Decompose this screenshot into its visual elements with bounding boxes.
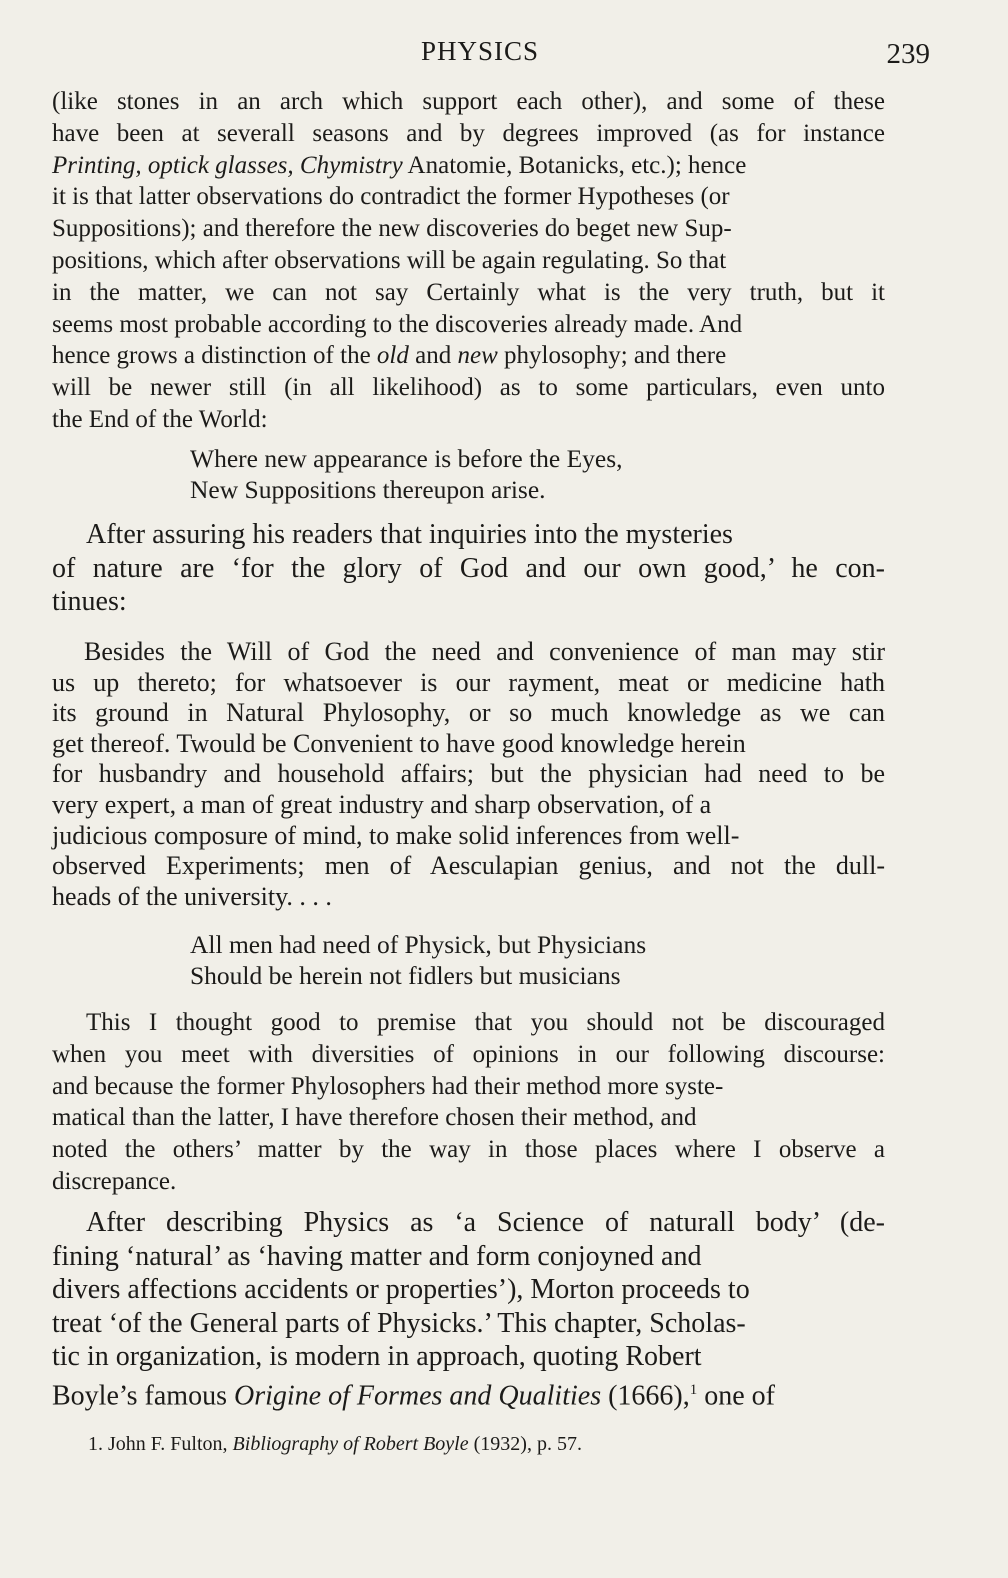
text-line: noted the others’ matter by the way in those places where I observe a	[52, 1136, 885, 1164]
text-line: heads of the university. . . .	[52, 881, 332, 911]
text-line: discrepance.	[52, 1167, 177, 1195]
footnote-number: 1.	[88, 1433, 103, 1455]
text-line: positions, which after observations will be again regulating. So that	[52, 246, 727, 274]
text-line	[52, 1374, 885, 1413]
text-line: of nature are ‘for the glory of God and our own good,’ he con-	[52, 552, 885, 584]
text-line: Suppositions); and therefore the new discoveries do beget new Sup-	[52, 215, 732, 243]
verse-1	[190, 443, 623, 505]
text-line: us up thereto; for whatsoever is our rayment, meat or medicine hath	[52, 667, 885, 697]
footnote	[88, 1433, 582, 1456]
text-line: matical than the latter, I have therefore chosen their method, and	[52, 1104, 697, 1132]
verse-line: New Suppositions thereupon arise.	[190, 475, 546, 504]
text-line: observed Experiments; men of Aesculapian genius, and not the dull-	[52, 851, 885, 881]
paragraph-1	[52, 86, 885, 436]
text-line: have been at severall seasons and by degrees improved (as for instance	[52, 119, 885, 147]
text-line: divers affections accidents or properties’), Morton proceeds to	[52, 1274, 750, 1305]
verse-line: Should be herein not fidlers but musicians	[190, 961, 621, 990]
text-span: hence grows a distinction of the	[52, 342, 377, 370]
verse-line: All men had need of Physick, but Physicians	[190, 930, 647, 959]
page-title: PHYSICS	[420, 36, 540, 66]
italic-text: old	[376, 342, 409, 370]
text-line: will be newer still (in all likelihood) as to some particulars, even unto	[52, 374, 885, 402]
italic-text: Printing, optick glasses, Chymistry	[52, 151, 403, 179]
text-line	[52, 150, 885, 182]
text-span: Boyle’s famous	[52, 1379, 234, 1411]
text-span: one of	[697, 1379, 776, 1411]
text-line: Besides the Will of God the need and convenience of man may stir	[84, 637, 885, 666]
text-line: (like stones in an arch which support each other), and some of these	[52, 88, 885, 115]
footnote-marker: 1	[689, 1381, 698, 1398]
italic-text: Origine of Formes and Qualities	[234, 1379, 602, 1411]
paragraph-5	[52, 1206, 885, 1412]
text-line: This I thought good to premise that you should not be discouraged	[86, 1009, 885, 1036]
text-span: phylosophy; and there	[497, 342, 727, 370]
text-line: very expert, a man of great industry and sharp observation, of a	[52, 789, 712, 819]
text-line: treat ‘of the General parts of Physicks.’ This chapter, Scholas-	[52, 1307, 746, 1339]
footnote-rest: (1932), p. 57.	[468, 1433, 582, 1455]
text-line: After assuring his readers that inquiries into the mysteries	[86, 519, 733, 550]
text-line: tic in organization, is modern in approach, quoting Robert	[52, 1341, 702, 1372]
text-line: and because the former Phylosophers had their method more syste-	[52, 1072, 724, 1100]
text-line: get thereof. Twould be Convenient to have good knowledge herein	[52, 728, 746, 758]
text-span: and	[408, 342, 458, 370]
paragraph-3	[52, 637, 885, 912]
text-line: fining ‘natural’ as ‘having matter and form conjoyned and	[52, 1240, 702, 1272]
text-line: for husbandry and household affairs; but the physician had need to be	[52, 759, 885, 789]
running-head	[52, 34, 930, 74]
page-number: 239	[886, 38, 930, 70]
footnote-title: Bibliography of Robert Boyle	[232, 1433, 469, 1455]
text-line: it is that latter observations do contradict the former Hypotheses (or	[52, 183, 730, 211]
paragraph-4	[52, 1007, 885, 1198]
text-line: when you meet with diversities of opinions in our following discourse:	[52, 1040, 885, 1068]
text-line: its ground in Natural Phylosophy, or so much knowledge as we can	[52, 698, 885, 728]
paragraph-2	[52, 518, 885, 619]
verse-line: Where new appearance is before the Eyes,	[190, 444, 623, 473]
text-span: Anatomie, Botanicks, etc.); hence	[402, 151, 747, 179]
text-line	[52, 340, 885, 372]
text-line: judicious composure of mind, to make solid inferences from well-	[52, 820, 740, 850]
text-line: in the matter, we can not say Certainly what is the very truth, but it	[52, 278, 885, 306]
text-line: tinues:	[52, 586, 127, 617]
text-span: (1666),	[601, 1379, 690, 1411]
text-line: After describing Physics as ‘a Science of naturall body’ (de-	[86, 1207, 885, 1238]
text-line: seems most probable according to the discoveries already made. And	[52, 310, 743, 338]
footnote-author: John F. Fulton,	[103, 1433, 233, 1455]
verse-2	[190, 929, 646, 991]
italic-text: new	[457, 342, 498, 370]
text-line: the End of the World:	[52, 405, 268, 433]
